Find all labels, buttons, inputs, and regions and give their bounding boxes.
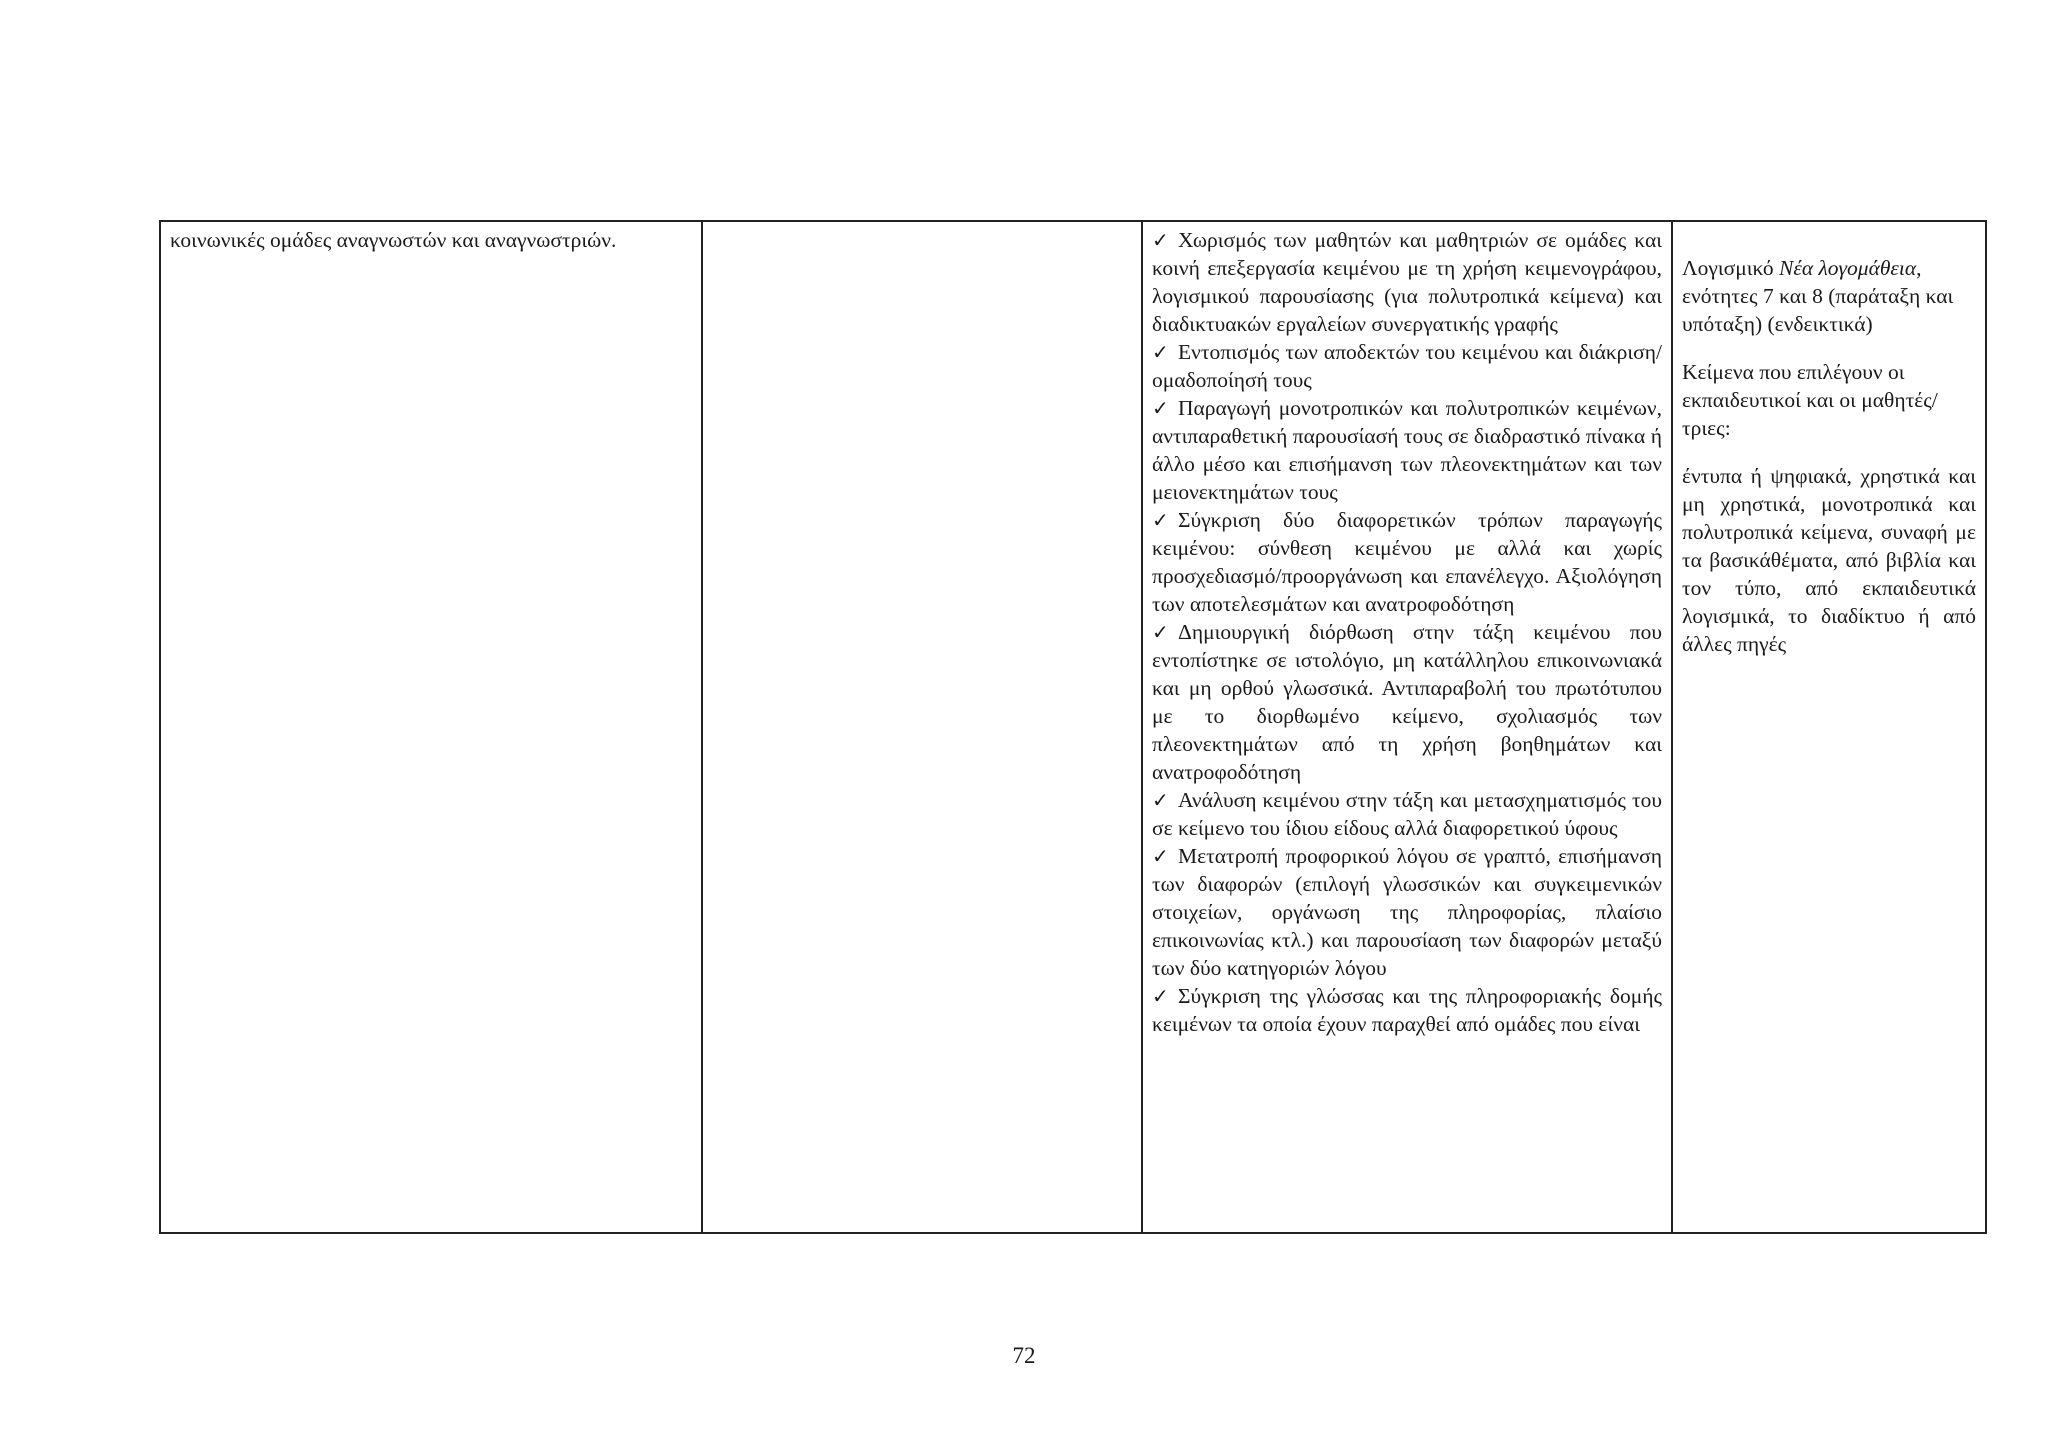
list-item [1152,982,1662,1038]
activity-text: Δημιουργική διόρθωση στην τάξη κειμένου που εντοπίστηκε σε ιστολόγιο, μη κατάλληλου επικοινωνιακά και μη ορθού γλωσσικά. Αντιπαραβολή του πρωτότυπου με το διορθωμένο κείμενο, σχολιασμός των πλεονεκτημάτων από τη χρήση βοηθημάτων και ανατροφοδότηση [1152,620,1662,784]
list-item [1152,786,1662,842]
check-icon: ✓ [1152,844,1169,868]
check-icon: ✓ [1152,788,1169,812]
activities-cell [1142,221,1672,1233]
page-number: 72 [1012,1343,1036,1368]
list-item [1152,226,1662,338]
list-item [1152,506,1662,618]
software-prefix: Λογισμικό [1682,256,1780,280]
activity-text: Σύγκριση της γλώσσας και της πληροφοριακής δομής κειμένων τα οποία έχουν παραχθεί από ομάδες που είναι [1152,984,1662,1036]
software-title: Νέα λογομάθεια [1779,256,1917,280]
objectives-text: κοινωνικές ομάδες αναγνωστών και αναγνωστριών. [170,228,617,252]
chosen-texts-note: Κείμενα που επιλέγουν οι εκπαιδευτικοί και οι μαθητές/τριες: [1682,360,1938,440]
objectives-cell [160,221,702,1233]
text-types-note: έντυπα ή ψηφιακά, χρηστικά και μη χρηστικά, μονοτροπικά και πολυτροπικά κείμενα, συναφή με τα βασικάθέματα, από βιβλία και τον τύπο, από εκπαιδευτικά λογισμικά, το διαδίκτυο ή από άλλες πηγές [1682,464,1976,656]
resources-cell [1672,221,1986,1233]
software-reference [1682,254,1976,338]
list-item [1152,338,1662,394]
check-icon: ✓ [1152,396,1169,420]
check-icon: ✓ [1152,340,1169,364]
check-icon: ✓ [1152,228,1169,252]
content-table [159,220,1987,1234]
check-icon: ✓ [1152,984,1169,1008]
check-icon: ✓ [1152,620,1169,644]
activity-text: Σύγκριση δύο διαφορετικών τρόπων παραγωγής κειμένου: σύνθεση κειμένου με αλλά και χωρίς προσχεδιασμό/προοργάνωση και επανέλεγχο. Αξιολόγηση των αποτελεσμάτων και ανατροφοδότηση [1152,508,1662,616]
list-item [1152,394,1662,506]
list-item [1152,842,1662,982]
activity-text: Ανάλυση κειμένου στην τάξη και μετασχηματισμός του σε κείμενο του ίδιου είδους αλλά διαφορετικού ύφους [1152,788,1662,840]
list-item [1152,618,1662,786]
check-icon: ✓ [1152,508,1169,532]
table-row [160,221,1986,1233]
empty-cell [702,221,1142,1233]
activity-text: Παραγωγή μονοτροπικών και πολυτροπικών κειμένων, αντιπαραθετική παρουσίασή τους σε διαδραστικό πίνακα ή άλλο μέσο και επισήμανση των πλεονεκτημάτων και των μειονεκτημάτων τους [1152,396,1662,504]
activity-text: Μετατροπή προφορικού λόγου σε γραπτό, επισήμανση των διαφορών (επιλογή γλωσσικών και συγκειμενικών στοιχείων, οργάνωση της πληροφορίας, πλαίσιο επικοινωνίας κτλ.) και παρουσίαση των διαφορών μεταξύ των δύο κατηγοριών λόγου [1152,844,1662,980]
software-suffix: , ενότητες 7 και 8 (παράταξη και υπόταξη) (ενδεικτικά) [1682,256,1954,336]
activity-text: Εντοπισμός των αποδεκτών του κειμένου και διάκριση/ομαδοποίησή τους [1152,340,1662,392]
activity-text: Χωρισμός των μαθητών και μαθητριών σε ομάδες και κοινή επεξεργασία κειμένου με τη χρήση κειμενογράφου, λογισμικού παρουσίασης (για πολυτροπικά κείμενα) και διαδικτυακών εργαλείων συνεργατικής γραφής [1152,228,1662,336]
activity-list [1152,226,1662,1038]
